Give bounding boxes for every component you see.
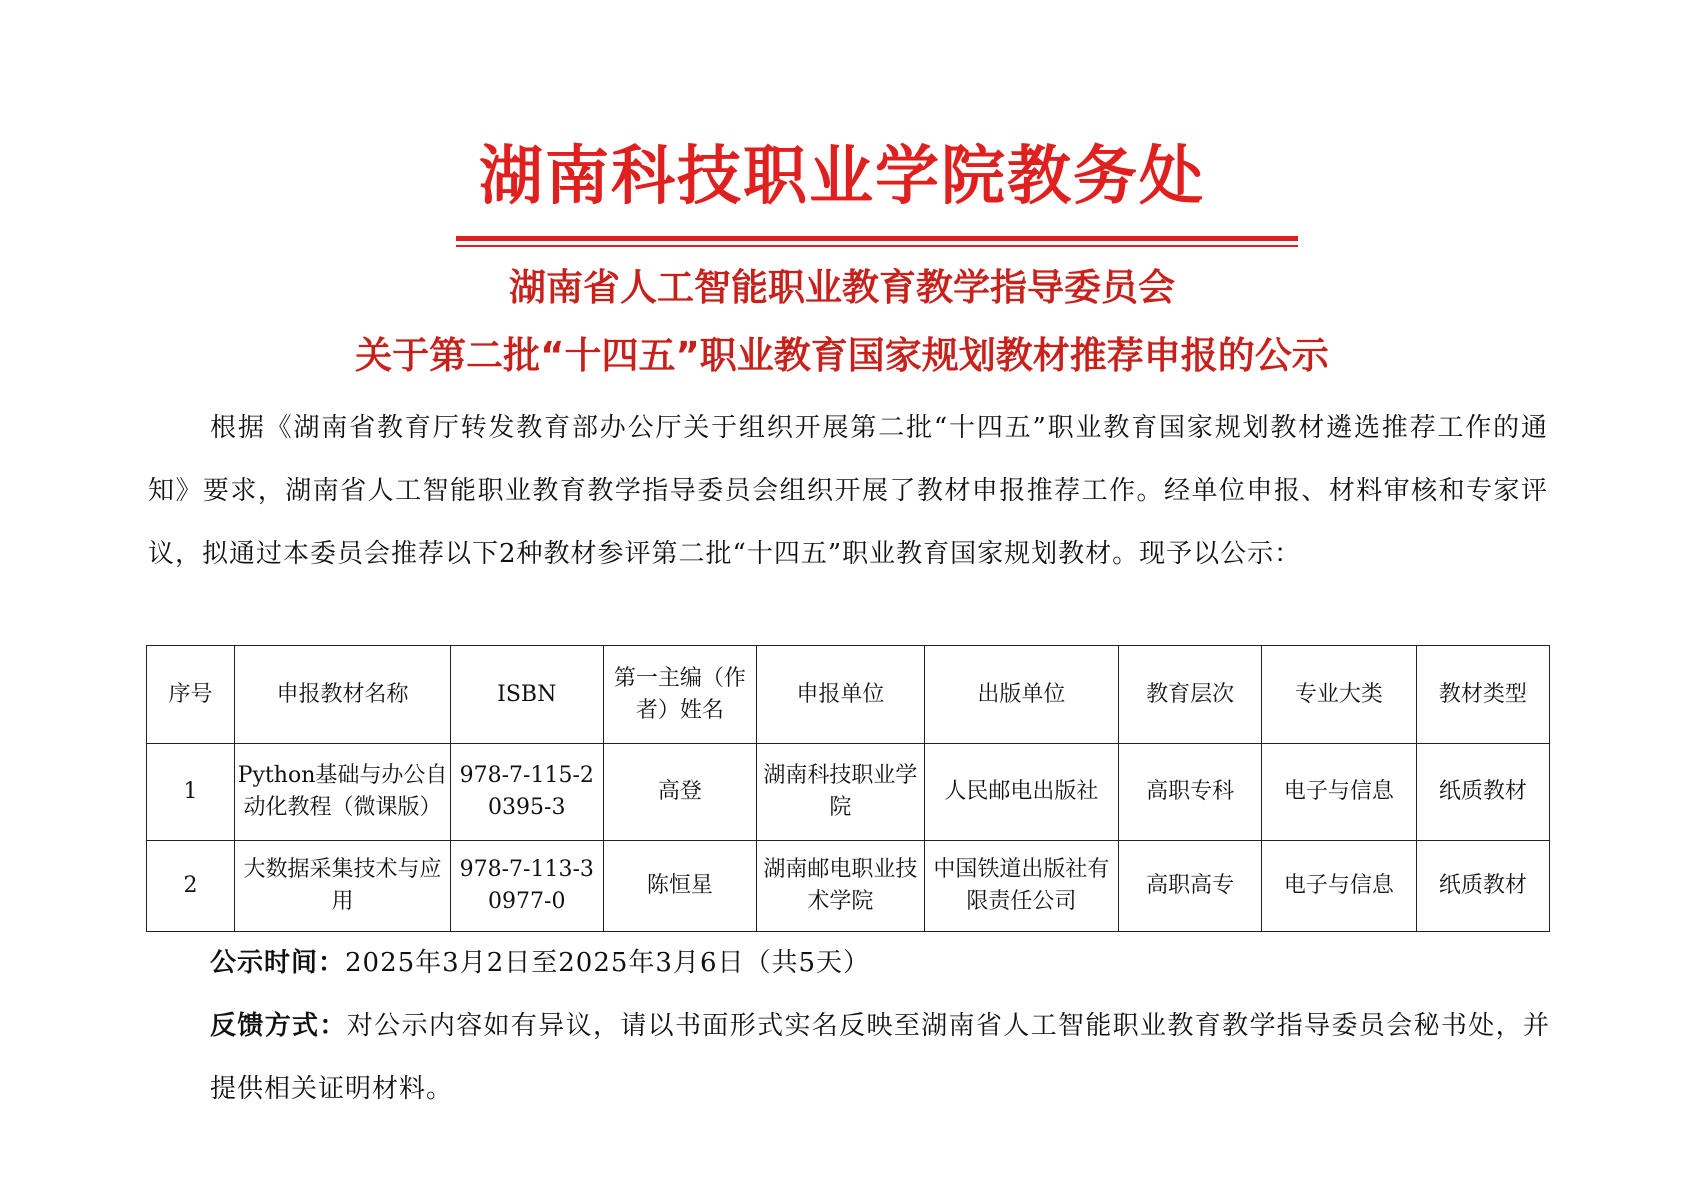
cell-publisher: 人民邮电出版社	[924, 744, 1118, 841]
header-publisher: 出版单位	[924, 646, 1118, 744]
table-row	[147, 744, 1550, 841]
header-name: 申报教材名称	[235, 646, 451, 744]
cell-name: 大数据采集技术与应用	[235, 841, 451, 932]
cell-no: 1	[147, 744, 235, 841]
heading-committee: 湖南省人工智能职业教育教学指导委员会	[509, 266, 1175, 309]
textbook-table	[146, 645, 1550, 932]
feedback-method	[210, 995, 1550, 1121]
cell-type: 纸质教材	[1416, 841, 1549, 932]
notice-period	[210, 932, 1550, 995]
cell-applicant: 湖南科技职业学院	[757, 744, 925, 841]
header-type: 教材类型	[1416, 646, 1549, 744]
feedback-method-value: 对公示内容如有异议，请以书面形式实名反映至湖南省人工智能职业教育教学指导委员会秘书处，并提供相关证明材料。	[210, 1011, 1550, 1104]
header-level: 教育层次	[1119, 646, 1262, 744]
table-header-row	[147, 646, 1550, 744]
header-isbn: ISBN	[451, 646, 604, 744]
title-rule-thick	[456, 236, 1298, 241]
cell-publisher: 中国铁道出版社有限责任公司	[924, 841, 1118, 932]
cell-type: 纸质教材	[1416, 744, 1549, 841]
cell-name: Python基础与办公自动化教程（微课版）	[235, 744, 451, 841]
cell-category: 电子与信息	[1262, 841, 1417, 932]
header-no: 序号	[147, 646, 235, 744]
cell-category: 电子与信息	[1262, 744, 1417, 841]
cell-no: 2	[147, 841, 235, 932]
title-rule-thin	[456, 245, 1298, 247]
heading-notice: 关于第二批“十四五”职业教育国家规划教材推荐申报的公示	[355, 334, 1329, 377]
org-title: 湖南科技职业学院教务处	[479, 140, 1205, 214]
table-row	[147, 841, 1550, 932]
feedback-method-label: 反馈方式：	[210, 1011, 347, 1041]
header-author: 第一主编（作者）姓名	[603, 646, 757, 744]
notice-period-value: 2025年3月2日至2025年3月6日（共5天）	[345, 948, 871, 978]
cell-level: 高职专科	[1119, 744, 1262, 841]
cell-author: 陈恒星	[603, 841, 757, 932]
header-applicant: 申报单位	[757, 646, 925, 744]
header-category: 专业大类	[1262, 646, 1417, 744]
notice-period-label: 公示时间：	[210, 948, 346, 978]
cell-level: 高职高专	[1119, 841, 1262, 932]
cell-applicant: 湖南邮电职业技术学院	[757, 841, 925, 932]
intro-paragraph: 根据《湖南省教育厅转发教育部办公厅关于组织开展第二批“十四五”职业教育国家规划教材遴选推荐工作的通知》要求，湖南省人工智能职业教育教学指导委员会组织开展了教材申报推荐工作。经单位申报、材料审核和专家评议，拟通过本委员会推荐以下2种教材参评第二批“十四五”职业教育国家规划教材。现予以公示：	[148, 413, 1548, 569]
cell-author: 高登	[603, 744, 757, 841]
cell-isbn: 978-7-113-30977-0	[451, 841, 604, 932]
cell-isbn: 978-7-115-20395-3	[451, 744, 604, 841]
